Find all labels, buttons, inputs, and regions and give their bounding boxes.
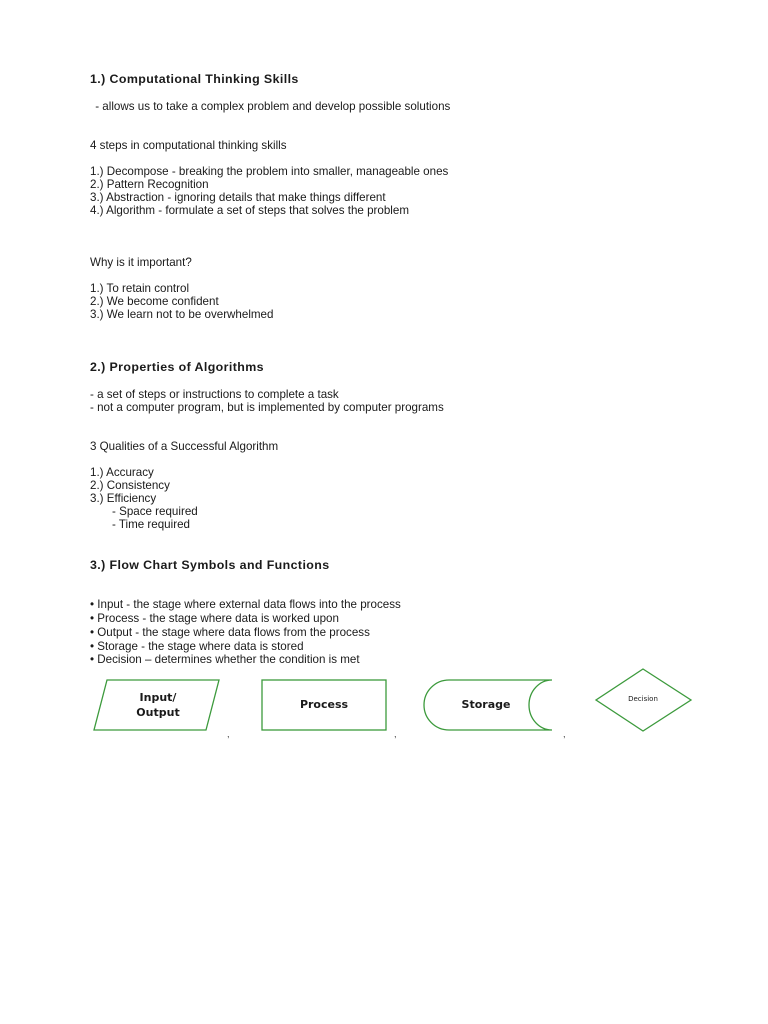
step-item: 1.) Decompose - breaking the problem into smaller, manageable ones	[90, 165, 449, 178]
section-1-intro: - allows us to take a complex problem and develop possible solutions	[92, 100, 451, 113]
property-point: - not a computer program, but is implemented by computer programs	[90, 401, 444, 414]
why-title: Why is it important?	[90, 256, 192, 269]
decision-label: Decision	[628, 695, 658, 703]
flowchart-bullet: • Input - the stage where external data flows into the process	[90, 598, 401, 611]
process-label: Process	[299, 698, 349, 711]
flowchart-bullet: • Process - the stage where data is worked upon	[90, 612, 339, 625]
why-item: 1.) To retain control	[90, 282, 190, 295]
input-output-label-line2: Output	[136, 706, 180, 719]
separator-mark: ,	[563, 729, 566, 739]
quality-item: 3.) Efficiency	[90, 492, 157, 505]
qualities-title: 3 Qualities of a Successful Algorithm	[90, 440, 279, 453]
storage-label: Storage	[461, 698, 511, 711]
quality-item: 2.) Consistency	[90, 479, 170, 492]
quality-item: 1.) Accuracy	[90, 466, 154, 479]
property-point: - a set of steps or instructions to complete a task	[90, 388, 339, 401]
flowchart-bullet: • Output - the stage where data flows from the process	[90, 626, 370, 639]
efficiency-sub-item: - Time required	[112, 518, 190, 531]
flowchart-bullet: • Storage - the stage where data is stored	[90, 640, 304, 653]
flowchart-bullet: • Decision – determines whether the condition is met	[90, 653, 360, 666]
separator-mark: ,	[394, 729, 397, 739]
why-item: 3.) We learn not to be overwhelmed	[90, 308, 274, 321]
step-item: 3.) Abstraction - ignoring details that make things different	[90, 191, 386, 204]
section-1-heading: 1.) Computational Thinking Skills	[90, 72, 299, 86]
section-3-heading: 3.) Flow Chart Symbols and Functions	[90, 558, 330, 572]
efficiency-sub-item: - Space required	[112, 505, 198, 518]
why-item: 2.) We become confident	[90, 295, 219, 308]
separator-mark: ,	[227, 729, 230, 739]
input-output-label-line1: Input/	[139, 691, 177, 704]
step-item: 2.) Pattern Recognition	[90, 178, 209, 191]
section-2-heading: 2.) Properties of Algorithms	[90, 360, 264, 374]
step-item: 4.) Algorithm - formulate a set of steps that solves the problem	[90, 204, 409, 217]
input-output-label	[120, 690, 196, 720]
steps-title: 4 steps in computational thinking skills	[90, 139, 287, 152]
